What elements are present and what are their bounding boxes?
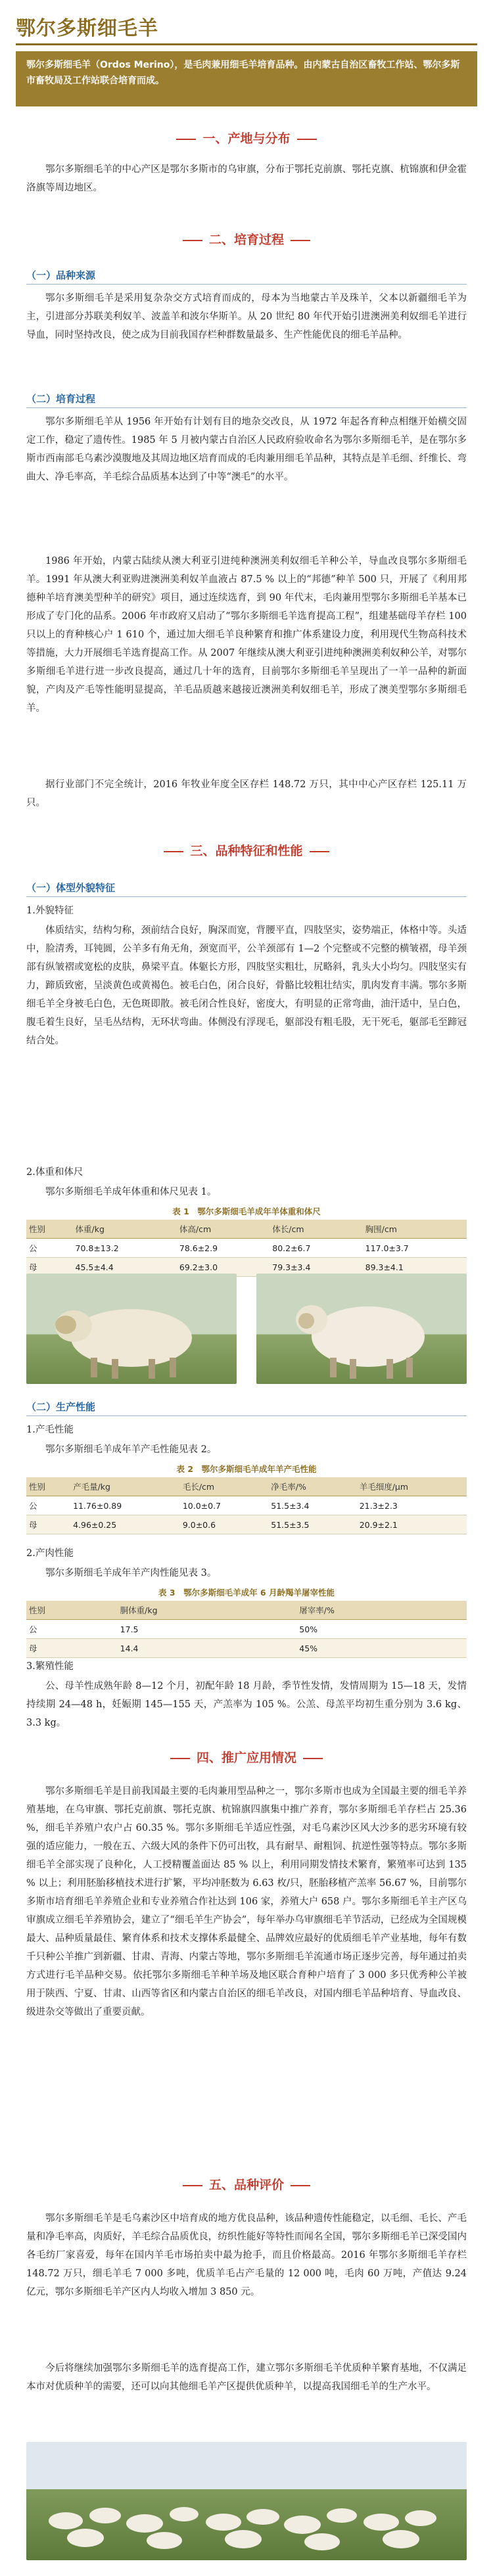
ewe-illustration bbox=[256, 1274, 467, 1384]
table-3 bbox=[26, 1601, 467, 1658]
table-1 bbox=[26, 1220, 467, 1277]
section-2-paragraph-3: 1986 年开始，内蒙古陆续从澳大利亚引进纯种澳洲美利奴细毛羊种公羊，导血改良鄂尔多斯细毛羊。1991 年从澳大利亚购进澳洲美利奴羊血液占 87.5 % 以上的“邦德”种羊 500 只，开展了《利用邦德种羊培育澳美型种羊的研究》项目，通过连续选育，到 90 年代末，毛肉兼用型鄂尔多斯细毛羊基本已形成了专门化的品系。2006 年市政府又启动了“鄂尔多斯细毛羊选育提高工程”，组建基础母羊存栏 100 只以上的育种核心户 1 610 个，通过加大细毛羊良种繁育和推广体系建设力度，利用现代生物高科技术等措施，大力开展细毛羊选育提高工作。从 2007 年继续从澳大利亚引进纯种澳洲美利奴种公羊，对鄂尔多斯细毛羊进行进一步改良提高，通过几十年的选育，目前鄂尔多斯细毛羊呈现出了一羊一品种的新面貌，产肉及产毛等性能明显提高，羊毛品质越来越接近澳洲美利奴细毛羊，形成了澳美型鄂尔多斯细毛羊。 bbox=[26, 556, 467, 714]
section-3-sub-2: （二）生产性能 bbox=[26, 1401, 96, 1413]
section-3-paragraph-5: 1.产毛性能 bbox=[26, 1425, 74, 1435]
ewe-photo-icon bbox=[256, 1274, 467, 1384]
title-rule bbox=[16, 43, 477, 45]
sub-divider bbox=[26, 1415, 467, 1416]
table-cell: 21.3±2.3 bbox=[357, 1496, 467, 1515]
table-cell: 9.0±0.6 bbox=[180, 1515, 268, 1534]
table-cell: 117.0±3.7 bbox=[363, 1239, 467, 1258]
section-2-sub-2: （二）培育过程 bbox=[26, 393, 96, 405]
section-3-paragraph-1: 1.外貌特征 bbox=[26, 906, 74, 916]
table-cell: 80.2±6.7 bbox=[270, 1239, 362, 1258]
table-cell: 公 bbox=[26, 1620, 118, 1639]
table-cell: 10.0±0.7 bbox=[180, 1496, 268, 1515]
table-cell: 78.6±2.9 bbox=[177, 1239, 270, 1258]
table-row bbox=[26, 1239, 467, 1258]
sub-divider bbox=[26, 896, 467, 897]
sub-divider bbox=[26, 407, 467, 408]
section-3-paragraph-7: 2.产肉性能 bbox=[26, 1548, 74, 1559]
section-5-title: 五、品种评价 bbox=[0, 2175, 493, 2193]
section-4-title: 四、推广应用情况 bbox=[0, 1748, 493, 1766]
flock-illustration bbox=[26, 2442, 467, 2560]
section-1-paragraph: 鄂尔多斯细毛羊的中心产区是鄂尔多斯市的乌审旗，分布于鄂托克前旗、鄂托克旗、杭锦旗和伊金霍洛旗等周边地区。 bbox=[26, 164, 467, 193]
table-cell: 公 bbox=[26, 1496, 70, 1515]
table-1-caption: 表 1 鄂尔多斯细毛羊成年羊体重和体尺 bbox=[172, 1207, 321, 1216]
table-row bbox=[26, 1639, 467, 1658]
table-cell: 17.5 bbox=[118, 1620, 297, 1639]
section-2-paragraph-2: 鄂尔多斯细毛羊从 1956 年开始有计划有目的地杂交改良，从 1972 年起各育种点相继开始横交固定工作，稳定了遗传性。1985 年 5 月被内蒙古自治区人民政府验收命名为鄂尔多斯细毛羊，是在鄂尔多斯市西南部毛乌素沙漠腹地及其周边地区培育而成的毛肉兼用细毛羊品种，其特点是羊毛细、纤维长、弯曲大、净毛率高，羊毛综合品质基本达到了中等“澳毛”的水平。 bbox=[26, 417, 467, 482]
table-2 bbox=[26, 1477, 467, 1534]
section-3-paragraph-9: 3.繁殖性能 bbox=[26, 1661, 74, 1672]
section-2-title: 二、培育过程 bbox=[0, 230, 493, 248]
section-1-title: 一、产地与分布 bbox=[0, 129, 493, 147]
table-cell: 69.2±3.0 bbox=[177, 1258, 270, 1277]
table-2-header: 性别 bbox=[26, 1477, 70, 1496]
table-cell: 70.8±13.2 bbox=[73, 1239, 177, 1258]
table-cell: 45% bbox=[296, 1639, 467, 1658]
table-row bbox=[26, 1620, 467, 1639]
ram-illustration bbox=[26, 1274, 237, 1384]
ram-photo-icon bbox=[26, 1274, 237, 1384]
table-1-header: 体长/cm bbox=[270, 1220, 362, 1239]
section-3-paragraph-8: 鄂尔多斯细毛羊成年羊产肉性能见表 3。 bbox=[45, 1568, 217, 1578]
sub-divider bbox=[26, 284, 467, 285]
section-3-paragraph-3: 2.体重和体尺 bbox=[26, 1167, 83, 1178]
table-1-header: 体重/kg bbox=[73, 1220, 177, 1239]
section-4-paragraph: 鄂尔多斯细毛羊是目前我国最主要的毛肉兼用型品种之一，鄂尔多斯市也成为全国最主要的细毛羊养殖基地，在乌审旗、鄂托克前旗、鄂托克旗、杭锦旗四旗集中推广养育，鄂尔多斯细毛羊存栏占 25.36 %，细毛羊养殖户农户占 60.35 %。鄂尔多斯细毛羊适应性强，对毛乌素沙区风大沙多的恶劣环境有较强的适应能力，一般在五、六级大风的条件下仍可出牧，具有耐旱、耐粗饲、抗逆性强等特点。鄂尔多斯细毛羊全部实现了良种化，人工授精覆盖面达 85 % 以上，利用同期发情技术繁育，繁殖率可达到 135 % 以上；利用胚胎移植技术进行扩繁，平均冲胚数为 6.63 枚/只，胚胎移植产羔率 56.67 %，目前鄂尔多斯市培育细毛羊养殖企业和专业养殖合作社达到 106 家，养殖大户 658 户。鄂尔多斯细毛羊主产区乌审旗成立细毛羊养殖协会，建立了“细毛羊生产协会”，每年举办乌审旗细毛羊节活动，已经成为全国规模最大、品种质量最佳、繁育体系和技术支撑体系最健全、品牌效应最好的优质细毛羊产业基地，每年有数千只种公羊推广到新疆、甘肃、青海、内蒙古等地，鄂尔多斯细毛羊流通市场正逐步完善，每年通过拍卖方式进行毛羊品种交易。依托鄂尔多斯细毛羊种羊场及地区联合育种户培育了 3 000 多只优秀种公羊被用于陕西、宁夏、甘肃、山西等省区和内蒙古自治区的细毛羊改良，对国内细毛羊品种培育、导血改良、级进杂交等做出了重要贡献。 bbox=[26, 1786, 467, 2017]
section-2-paragraph-1: 鄂尔多斯细毛羊是采用复杂杂交方式培育而成的，母本为当地蒙古羊及珠羊，父本以新疆细毛羊为主，引进部分苏联美利奴羊、波盖羊和波尔华斯羊。从 20 世纪 80 年代开始引进澳洲美利奴细毛羊进行导血，同时坚持改良，使之成为目前我国存栏种群数量最多、生产性能优良的细毛羊品种。 bbox=[26, 293, 467, 340]
table-2-header: 毛长/cm bbox=[180, 1477, 268, 1496]
table-1-header: 体高/cm bbox=[177, 1220, 270, 1239]
table-2-caption: 表 2 鄂尔多斯细毛羊成年羊产毛性能 bbox=[176, 1464, 317, 1474]
table-1-header: 胸围/cm bbox=[363, 1220, 467, 1239]
table-cell: 公 bbox=[26, 1239, 73, 1258]
section-3-paragraph-10: 公、母羊性成熟年龄 8—12 个月，初配年龄 18 月龄，季节性发情，发情周期为 15—18 天，发情持续期 24—48 h，妊娠期 145—155 天，产羔率为 105 %。公羔、母羔平均初生重分别为 3.6 kg、3.3 kg。 bbox=[26, 1681, 467, 1728]
section-2-paragraph-4: 据行业部门不完全统计，2016 年牧业年度全区存栏 148.72 万只，其中中心产区存栏 125.11 万只。 bbox=[26, 779, 467, 808]
section-5-paragraph-1: 鄂尔多斯细毛羊是毛乌素沙区中培育成的地方优良品种，该品种遗传性能稳定，以毛细、毛长、产毛量和净毛率高，肉质好，羊毛综合品质优良，纺织性能好等特性而闻名全国，鄂尔多斯细毛羊已深受国内各毛纺厂家喜爱，每年在国内羊毛市场拍卖中最为抢手，而且价格最高。2016 年鄂尔多斯细毛羊存栏 148.72 万只，细毛羊毛 7 000 多吨，优质羊毛占产毛量的 12 000 吨，毛肉 60 万吨，产值达 9.24 亿元，鄂尔多斯细毛羊产区内人均收入增加 3 850 元。 bbox=[26, 2213, 467, 2297]
table-2-header: 羊毛细度/μm bbox=[357, 1477, 467, 1496]
page-title: 鄂尔多斯细毛羊 bbox=[16, 17, 158, 40]
table-cell: 89.3±4.1 bbox=[363, 1258, 467, 1277]
table-1-header: 性别 bbox=[26, 1220, 73, 1239]
table-3-header: 胴体重/kg bbox=[118, 1601, 297, 1620]
section-2-sub-1: （一）品种来源 bbox=[26, 269, 96, 281]
table-cell: 4.96±0.25 bbox=[70, 1515, 180, 1534]
section-5-paragraph-2: 今后将继续加强鄂尔多斯细毛羊的选育提高工作，建立鄂尔多斯细毛羊优质种羊繁育基地，不仅满足本市对优质种羊的需要，还可以向其他细毛羊产区提供优质种羊，以提高我国细毛羊的生产水平。 bbox=[26, 2363, 467, 2392]
table-cell: 母 bbox=[26, 1258, 73, 1277]
table-cell: 51.5±3.5 bbox=[268, 1515, 356, 1534]
table-cell: 45.5±4.4 bbox=[73, 1258, 177, 1277]
table-1-header-row bbox=[26, 1220, 467, 1239]
flock-photo-icon bbox=[26, 2442, 467, 2560]
section-3-paragraph-2: 体质结实，结构匀称，颈前结合良好，胸深而宽，背腰平直，四肢坚实，姿势端正，体格中等。头适中，脸清秀，耳钝圆，公羊多有角无角，颈宽而平，公羊颈部有 1—2 个完整或不完整的横皱褶，母羊颈部有纵皱褶或宽松的皮肤，鼻梁平直。体躯长方形，四肢坚实粗壮，尻略斜，乳头大小均匀。四肢坚实有力，蹄质致密，呈淡黄色或黄褐色。被毛白色，闭合良好，骨骼比较粗壮结实，肌肉发育丰满。鄂尔多斯细毛羊全身被毛白色，无色斑即散。被毛闭合性良好，密度大，有明显的正常弯曲，油汗适中，呈白色，腹毛着生良好，呈毛丛结构，无环状弯曲。体侧没有浮现毛，躯部没有粗毛股，无干死毛，躯部毛至蹄冠结合处。 bbox=[26, 925, 467, 1046]
table-cell: 20.9±2.1 bbox=[357, 1515, 467, 1534]
table-3-caption: 表 3 鄂尔多斯细毛羊成年 6 月龄羯羊屠宰性能 bbox=[158, 1588, 335, 1598]
table-cell: 母 bbox=[26, 1515, 70, 1534]
section-3-sub-1: （一）体型外貌特征 bbox=[26, 882, 116, 894]
table-cell: 11.76±0.89 bbox=[70, 1496, 180, 1515]
table-3-header: 屠宰率/% bbox=[296, 1601, 467, 1620]
section-3-title: 三、品种特征和性能 bbox=[0, 841, 493, 859]
table-cell: 14.4 bbox=[118, 1639, 297, 1658]
table-row bbox=[26, 1496, 467, 1515]
section-3-paragraph-4: 鄂尔多斯细毛羊成年体重和体尺见表 1。 bbox=[45, 1187, 217, 1197]
table-2-header: 净毛率/% bbox=[268, 1477, 356, 1496]
table-cell: 51.5±3.4 bbox=[268, 1496, 356, 1515]
table-row bbox=[26, 1515, 467, 1534]
table-cell: 母 bbox=[26, 1639, 118, 1658]
table-2-header: 产毛量/kg bbox=[70, 1477, 180, 1496]
table-2-header-row bbox=[26, 1477, 467, 1496]
section-3-paragraph-6: 鄂尔多斯细毛羊成年羊产毛性能见表 2。 bbox=[45, 1444, 217, 1455]
table-3-header-row bbox=[26, 1601, 467, 1620]
table-cell: 50% bbox=[296, 1620, 467, 1639]
table-3-header: 性别 bbox=[26, 1601, 118, 1620]
table-cell: 79.3±3.4 bbox=[270, 1258, 362, 1277]
intro-band: 鄂尔多斯细毛羊（Ordos Merino），是毛肉兼用细毛羊培育品种。由内蒙古自治区畜牧工作站、鄂尔多斯市畜牧局及工作站联合培育而成。 bbox=[16, 51, 477, 106]
